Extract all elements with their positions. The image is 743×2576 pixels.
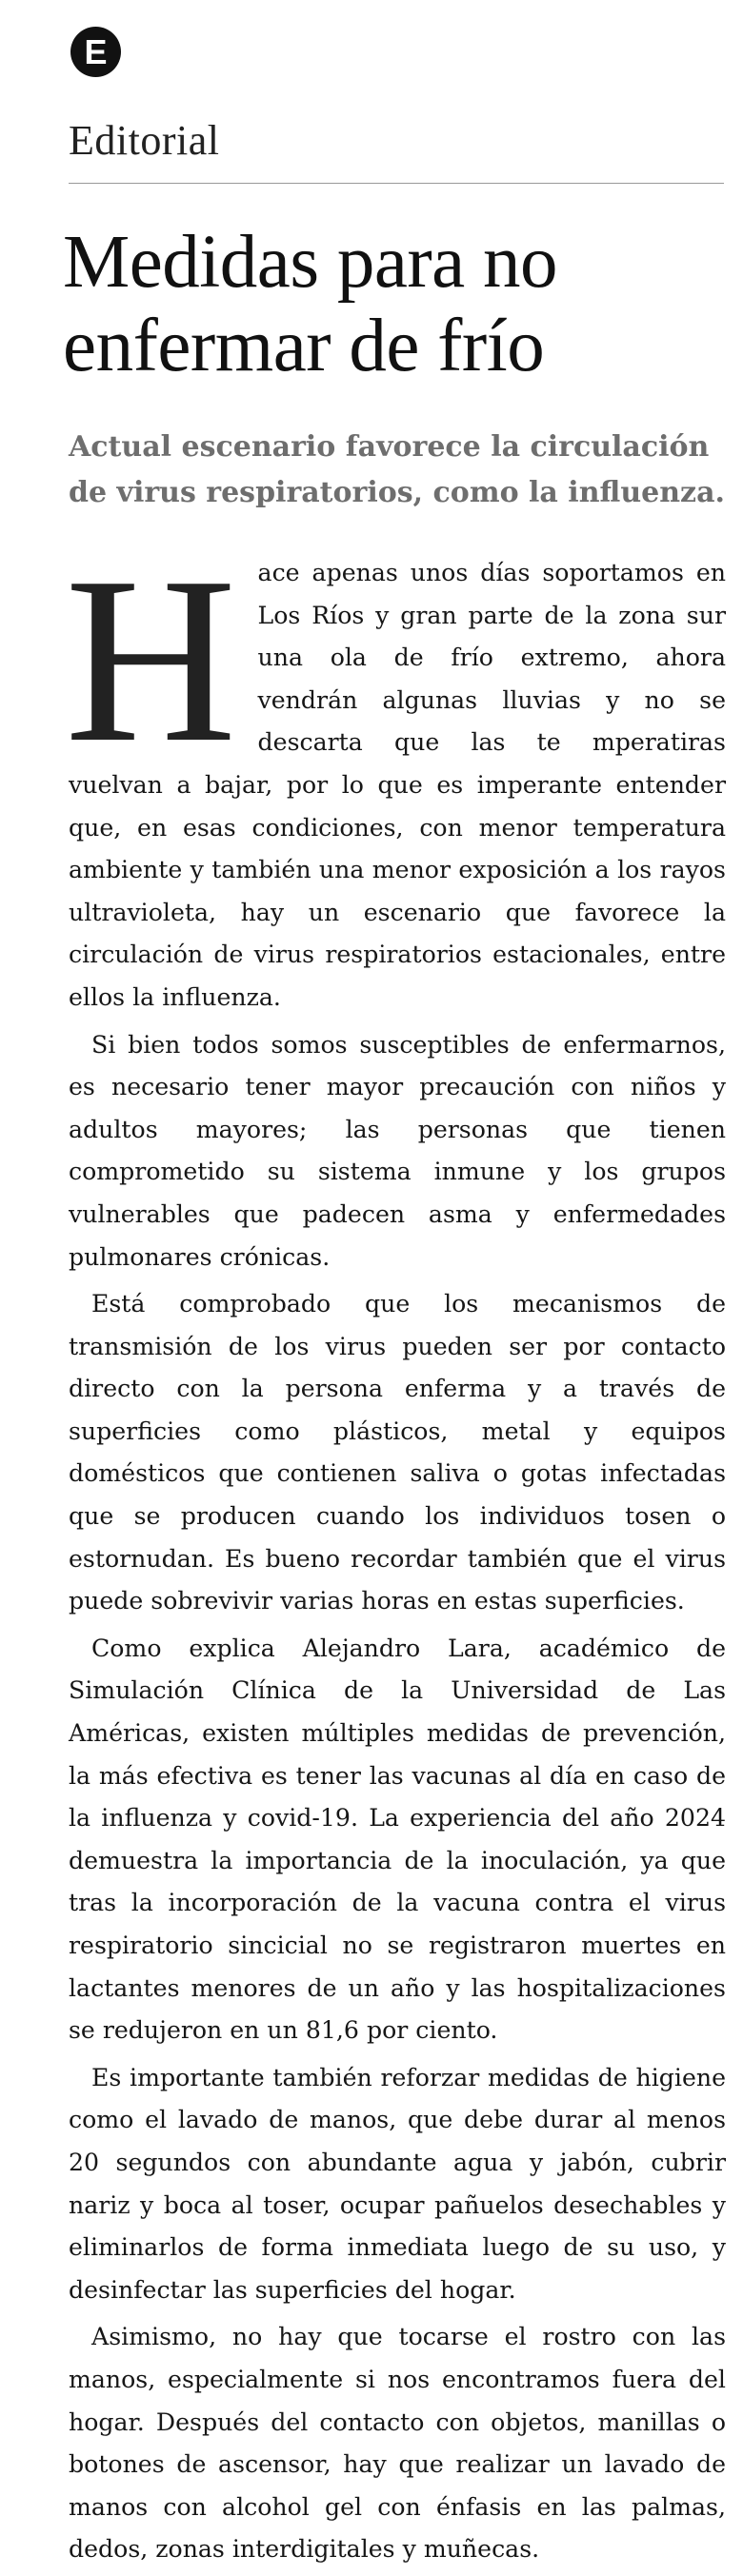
deck-line-2: de virus respiratorios, como la influenza. — [69, 476, 725, 509]
drop-cap: H — [65, 528, 237, 792]
section-divider — [69, 183, 724, 184]
article-paragraph: Asimismo, no hay que tocarse el rostro con las manos, especialmente si nos encontramos fuera del hogar. Después del contacto con objetos, manillas o botones de ascensor, hay que realizar un lavado de manos con alcohol gel con énfasis en las palmas, dedos, zonas interdigitales y muñecas. — [69, 2323, 726, 2564]
section-label: Editorial — [69, 117, 220, 164]
headline — [63, 221, 730, 388]
section-badge: E — [70, 27, 121, 77]
deck — [69, 425, 735, 516]
headline-line-1: Medidas para no — [63, 221, 557, 304]
article-body — [65, 528, 726, 2576]
paragraph-text: ace apenas unos días soportamos en Los Ríos y gran parte de la zona sur una ola de frío extremo, ahora vendrán algunas lluvias y no se descarta que las te mperatiras vuelvan a bajar, por lo que es imperante entender que, en esas condiciones, con menor temperatura ambiente y también una menor exposición a los rayos ultravioleta, hay un escenario que favorece la circulación de virus respiratorios estacionales, entre ellos la influenza. — [69, 559, 726, 1011]
article-paragraph — [65, 528, 726, 1020]
article-paragraph: Si bien todos somos susceptibles de enfermarnos, es necesario tener mayor precaución con niños y adultos mayores; las personas que tienen comprometido su sistema inmune y los grupos vulnerables que padecen asma y enfermedades pulmonares crónicas. — [69, 1030, 726, 1271]
article-paragraph: Está comprobado que los mecanismos de transmisión de los virus pueden ser por contacto directo con la persona enferma y a través de superficies como plásticos, metal y equipos domésticos que contienen saliva o gotas infectadas que se producen cuando los individuos tosen o estornudan. Es bueno recordar también que el virus puede sobrevivir varias horas en estas superficies. — [69, 1290, 726, 1615]
article-paragraph: Es importante también reforzar medidas de higiene como el lavado de manos, que debe durar al menos 20 segundos con abundante agua y jabón, cubrir nariz y boca al toser, ocupar pañuelos desechables y eliminarlos de forma inmediata luego de su uso, y desinfectar las superficies del hogar. — [69, 2063, 726, 2304]
article-paragraph: Como explica Alejandro Lara, académico de Simulación Clínica de la Universidad de Las Américas, existen múltiples medidas de prevención, la más efectiva es tener las vacunas al día en caso de la influenza y covid-19. La experiencia del año 2024 demuestra la importancia de la inoculación, ya que tras la incorporación de la vacuna contra el virus respiratorio sincicial no se registraron muertes en lactantes menores de un año y las hospitalizaciones se redujeron en un 81,6 por ciento. — [69, 1634, 726, 2045]
headline-line-2: enfermar de frío — [63, 305, 545, 387]
deck-line-1: Actual escenario favorece la circulación — [69, 430, 710, 464]
